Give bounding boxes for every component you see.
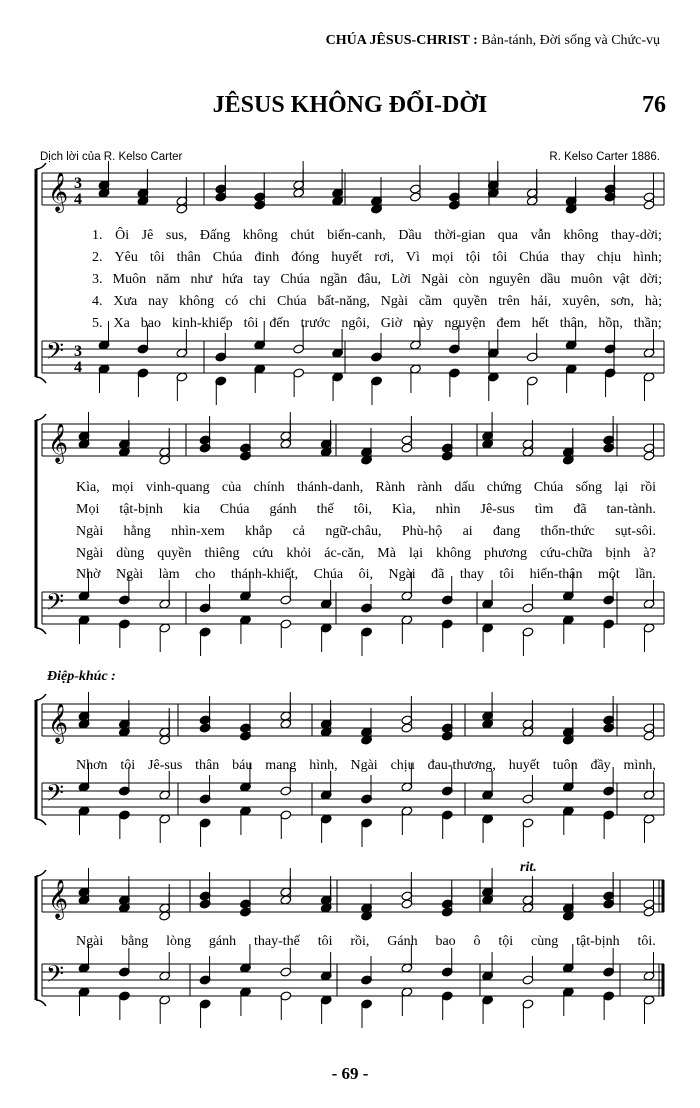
bass-clef-icon: 𝄢 xyxy=(46,779,65,812)
bass-clef-icon: 𝄢 xyxy=(46,337,65,370)
verse-1-line: 1. Ôi Jê sus, Đấng không chút biến-canh, Dầu thời-gian qua vẫn không thay-dời; xyxy=(92,228,662,243)
refrain-line-2: Ngài bằng lòng gánh thay-thế tôi rồi, Gánh bao ô tội cùng tật-bịnh tôi. xyxy=(76,934,656,949)
ritardando-mark: rit. xyxy=(520,860,537,875)
verse-2-line-cont: Mọi tật-bịnh kia Chúa gánh thế tôi, Kìa, nhìn Jê-sus tìm đã tan-tành. xyxy=(76,502,656,517)
book-subtitle: Bản-tánh, Đời sống và Chức-vụ xyxy=(481,33,660,48)
verse-5-line-cont: Nhờ Ngài làm cho thánh-khiết, Chúa ôi, Ngài đã thay tôi hiến-thân một lần. xyxy=(76,567,656,582)
book-title: CHÚA JÊSUS-CHRIST : xyxy=(325,33,478,48)
verse-5-line: 5. Xa bao kinh-khiếp tôi đến trước ngôi, Giờ này nguyện đem hết thân, hồn, thần; xyxy=(92,316,662,331)
verse-3-line: 3. Muôn năm như hứa tay Chúa ngần đâu, Lời Ngài còn nguyên dầu muôn vật dời; xyxy=(92,272,662,287)
song-title: JÊSUS KHÔNG ĐỔI-DỜI xyxy=(212,92,488,118)
verse-4-line-cont: Ngài dùng quyền thiêng cứu khỏi ác-căn, Mà lại không phương cứu-chữa bịnh à? xyxy=(76,546,656,561)
translator-credit: Dịch lời của R. Kelso Carter xyxy=(40,151,183,163)
treble-clef-icon: 𝄞 xyxy=(48,703,69,743)
refrain-line-1: Nhơn tôi Jê-sus thân báu mang hình, Ngài chịu đau-thương, huyết tuôn đầy mình, xyxy=(76,758,656,773)
time-signature-bottom: 4 xyxy=(74,191,82,208)
time-signature-top: 3 xyxy=(74,343,82,360)
page-number: - 69 - xyxy=(331,1064,369,1083)
treble-clef-icon: 𝄞 xyxy=(48,172,69,212)
verse-3-line-cont: Ngài hằng nhìn-xem khắp cả ngữ-châu, Phù-hộ ai đang thổn-thức sụt-sôi. xyxy=(76,524,656,539)
song-number: 76 xyxy=(642,92,666,118)
verse-4-line: 4. Xưa nay không có chi Chúa bất-năng, Ngài cầm quyền trên hải, xuyên, sơn, hà; xyxy=(92,294,662,309)
bass-clef-icon: 𝄢 xyxy=(46,588,65,621)
verse-1-line-cont: Kìa, mọi vinh-quang của chính thánh-danh, Rành rành dấu chứng Chúa sống lại rồi xyxy=(76,480,656,495)
bass-clef-icon: 𝄢 xyxy=(46,960,65,993)
treble-clef-icon: 𝄞 xyxy=(48,423,69,463)
time-signature-bottom: 4 xyxy=(74,359,82,376)
verse-2-line: 2. Yêu tôi thân Chúa đinh đóng huyết rơi, Vì mọi tội tôi Chúa thay chịu hình; xyxy=(92,250,662,265)
time-signature-top: 3 xyxy=(74,175,82,192)
treble-clef-icon: 𝄞 xyxy=(48,879,69,919)
refrain-label: Điệp-khúc : xyxy=(47,669,116,684)
composer-credit: R. Kelso Carter 1886. xyxy=(549,151,660,163)
